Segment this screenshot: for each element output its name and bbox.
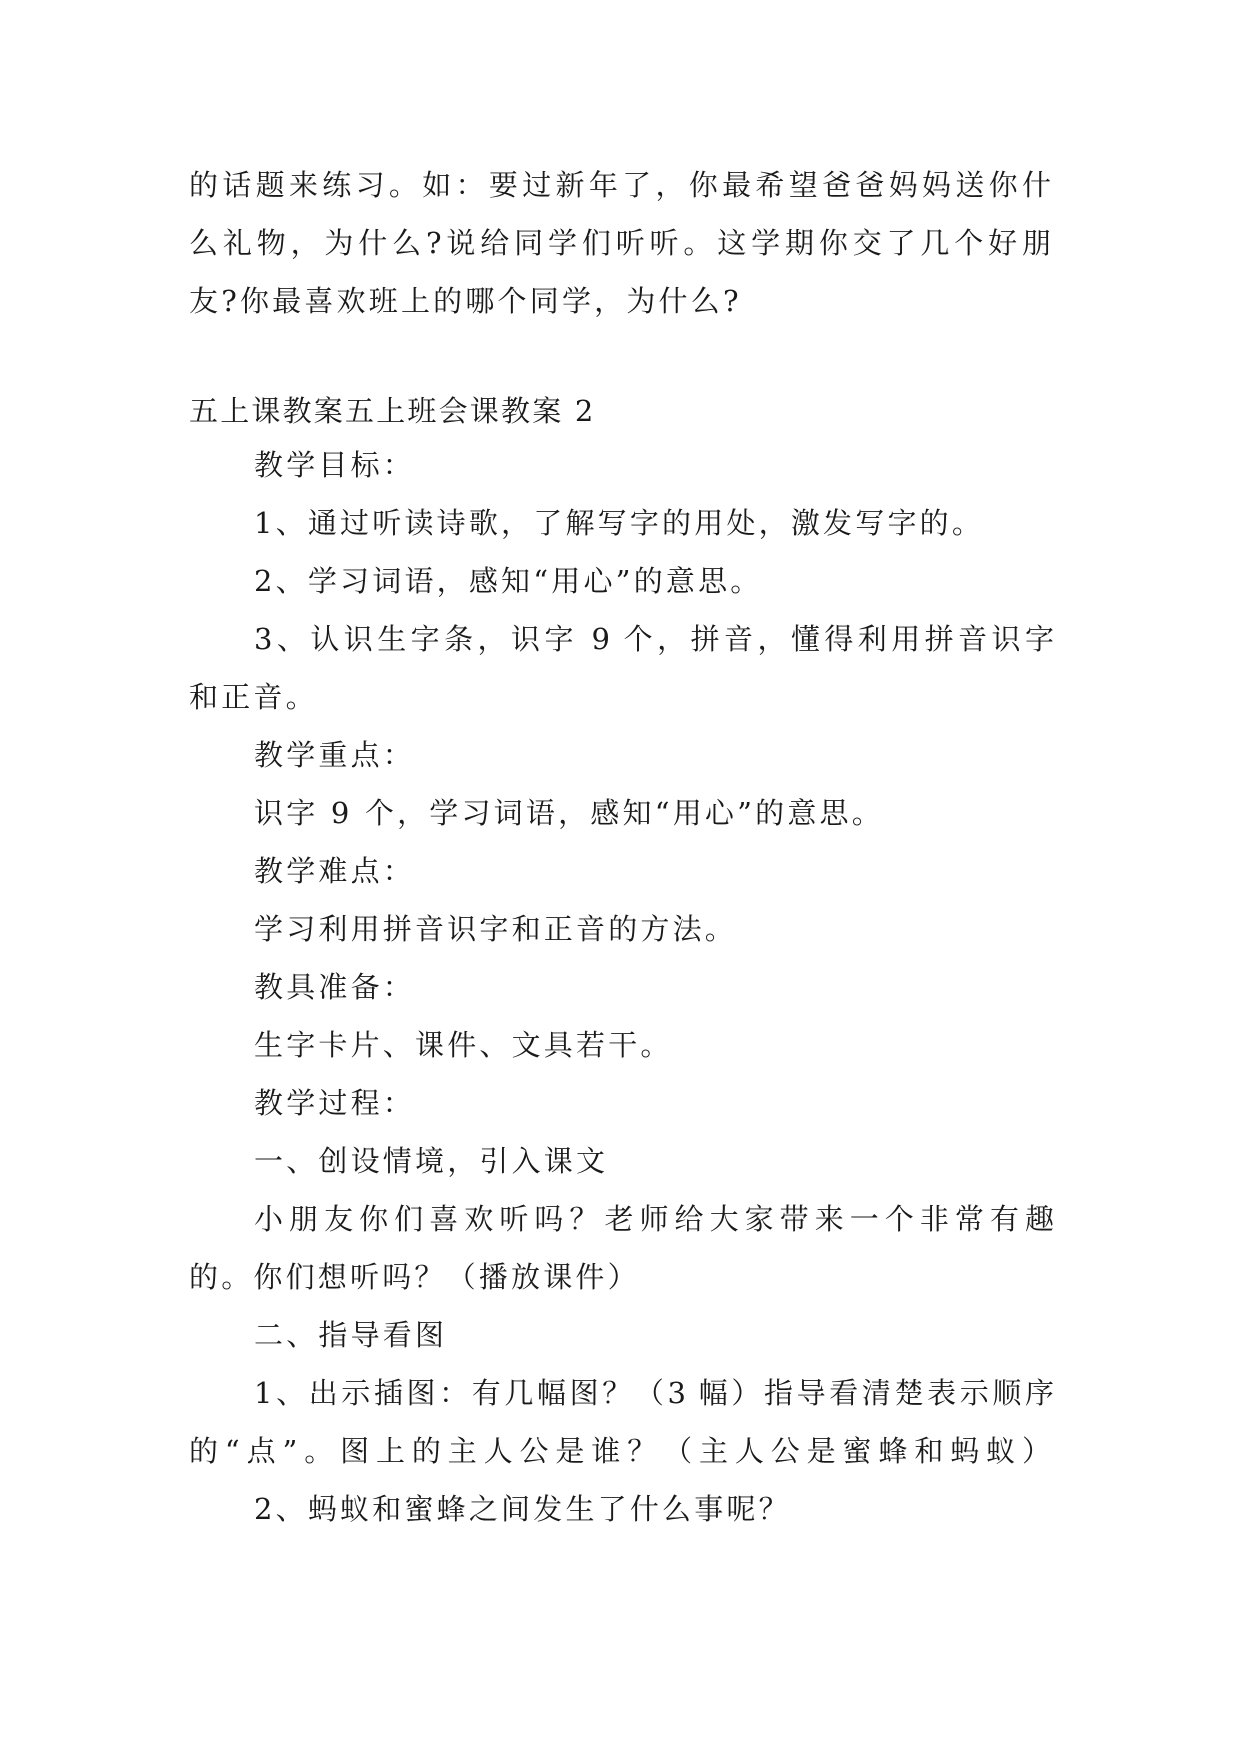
process-label: 教学过程： bbox=[254, 1086, 416, 1120]
step-2-item-1-line-2: 的“点”。图上的主人公是谁？（主人公是蜜蜂和蚂蚁） bbox=[189, 1434, 1051, 1468]
step-1-line-1: 小朋友你们喜欢听吗？老师给大家带来一个非常有趣 bbox=[254, 1202, 1054, 1236]
goal-item-1: 1、通过听读诗歌，了解写字的用处，激发写字的。 bbox=[254, 506, 985, 540]
key-points-label: 教学重点： bbox=[254, 738, 416, 772]
intro-line-2: 么礼物，为什么?说给同学们听听。这学期你交了几个好朋 bbox=[189, 226, 1051, 260]
tools-text: 生字卡片、课件、文具若干。 bbox=[254, 1028, 673, 1062]
intro-line-1: 的话题来练习。如：要过新年了，你最希望爸爸妈妈送你什 bbox=[189, 168, 1051, 202]
step-2-item-1-line-1: 1、出示插图：有几幅图？（3 幅）指导看清楚表示顺序 bbox=[254, 1376, 1054, 1410]
goals-label: 教学目标： bbox=[254, 448, 416, 482]
intro-line-3: 友?你最喜欢班上的哪个同学，为什么? bbox=[189, 284, 742, 318]
goal-item-3-line-1: 3、认识生字条，识字 9 个，拼音，懂得利用拼音识字 bbox=[254, 622, 1054, 656]
difficulty-text: 学习利用拼音识字和正音的方法。 bbox=[254, 912, 738, 946]
tools-label: 教具准备： bbox=[254, 970, 416, 1004]
section-title: 五上课教案五上班会课教案 2 bbox=[189, 394, 596, 428]
difficulty-label: 教学难点： bbox=[254, 854, 416, 888]
goal-item-3-line-2: 和正音。 bbox=[189, 680, 318, 714]
step-1-line-2: 的。你们想听吗？（播放课件） bbox=[189, 1260, 640, 1294]
key-points-text: 识字 9 个，学习词语，感知“用心”的意思。 bbox=[254, 796, 884, 830]
step-2-title: 二、指导看图 bbox=[254, 1318, 448, 1352]
step-1-title: 一、创设情境，引入课文 bbox=[254, 1144, 609, 1178]
step-2-item-2: 2、蚂蚁和蜜蜂之间发生了什么事呢？ bbox=[254, 1492, 791, 1526]
goal-item-2: 2、学习词语，感知“用心”的意思。 bbox=[254, 564, 763, 598]
